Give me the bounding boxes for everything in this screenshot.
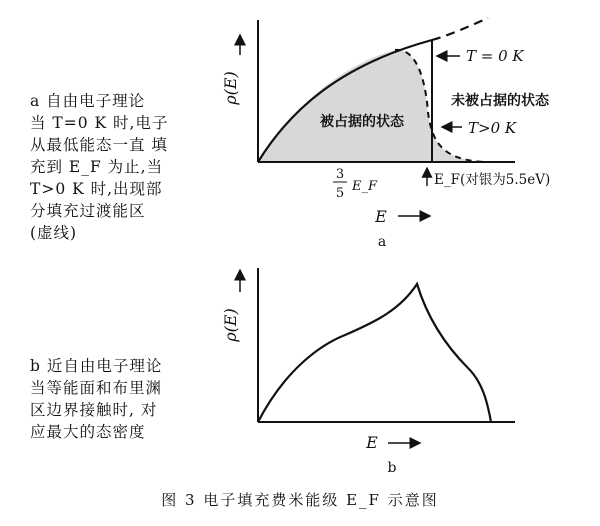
fraction-ef: E_F bbox=[352, 179, 378, 194]
caption-a-line: a 自由电子理论 bbox=[30, 92, 146, 110]
caption-a-line: 从最低能态一直 填 bbox=[30, 136, 168, 154]
y-axis-label-a: ρ(E) bbox=[221, 71, 240, 105]
y-axis-label-b: ρ(E) bbox=[221, 308, 240, 342]
caption-a-line: T>0 K 时,出现部 bbox=[30, 180, 163, 198]
fraction-numerator: 3 bbox=[335, 167, 345, 182]
caption-b-line: 当等能面和布里渊 bbox=[30, 379, 163, 397]
tgt0-label: T>0 K bbox=[468, 119, 517, 137]
occupied-label: 被占据的状态 bbox=[320, 114, 404, 130]
figure-title: 图 3 电子填充费米能级 E_F 示意图 bbox=[161, 491, 439, 509]
dos-curve-b bbox=[258, 284, 491, 422]
t0-label: T = 0 K bbox=[466, 47, 524, 65]
panel-b-diagram bbox=[221, 268, 515, 476]
panel-b-sublabel: b bbox=[387, 460, 397, 476]
caption-a-line: 充到 E_F 为止,当 bbox=[30, 158, 164, 176]
caption-a-line: (虚线) bbox=[30, 224, 78, 242]
ef-label: E_F(对银为5.5eV) bbox=[434, 172, 551, 188]
x-axis-label-a: E bbox=[375, 207, 387, 226]
caption-b-line: 区边界接触时, 对 bbox=[30, 401, 158, 419]
unoccupied-label: 未被占据的状态 bbox=[451, 93, 549, 109]
caption-b-line: b 近自由电子理论 bbox=[30, 357, 163, 375]
caption-a-line: 分填充过渡能区 bbox=[30, 202, 146, 220]
fraction-denominator: 5 bbox=[335, 186, 345, 201]
caption-b-line: 应最大的态密度 bbox=[30, 423, 146, 441]
x-axis-label-b: E bbox=[366, 433, 378, 452]
panel-a-diagram bbox=[221, 18, 550, 250]
unoccupied-dos-dashed bbox=[432, 18, 488, 40]
panel-a-sublabel: a bbox=[377, 234, 387, 250]
caption-a-line: 当 T=0 K 时,电子 bbox=[30, 114, 169, 132]
